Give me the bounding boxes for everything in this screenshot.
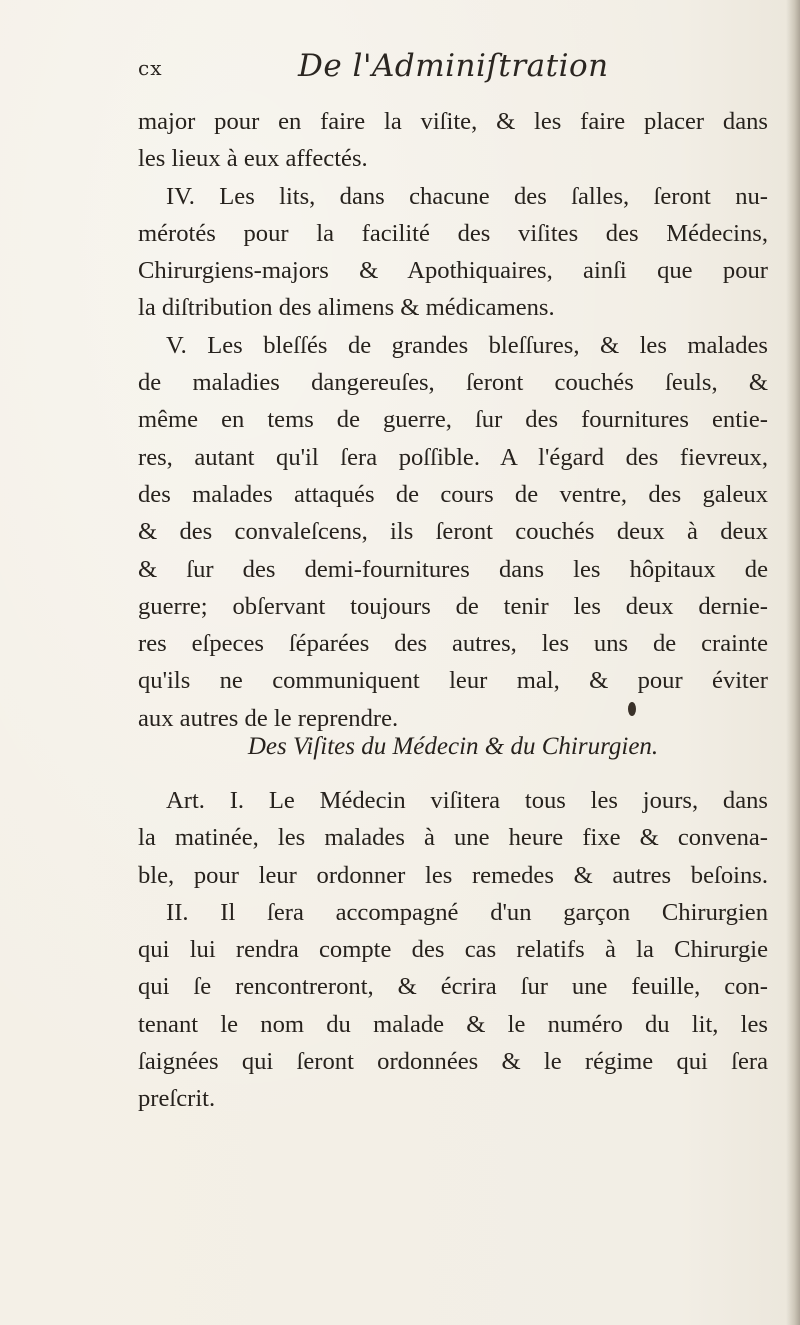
text-line: Chirurgiens-majors & Apothiquaires, ainſi que pour bbox=[138, 257, 768, 285]
text-line: qui ſe rencontreront, & écrira ſur une feuille, con- bbox=[138, 973, 768, 1001]
article-v-line: V. Les bleſſés de grandes bleſſures, & les malades bbox=[166, 331, 768, 359]
text-line: la diſtribution des alimens & médicamens. bbox=[138, 294, 555, 322]
text-line: & des convaleſcens, ils ſeront couchés deux à deux bbox=[138, 518, 768, 546]
text-line: res eſpeces ſéparées des autres, les uns de crainte bbox=[138, 630, 768, 658]
text-line: mérotés pour la facilité des viſites des Médecins, bbox=[138, 219, 768, 247]
text-line: guerre; obſervant toujours de tenir les deux dernie- bbox=[138, 592, 768, 620]
text-line: tenant le nom du malade & le numéro du lit, les bbox=[138, 1010, 768, 1038]
printer-ornament bbox=[628, 702, 636, 716]
text-line: qu'ils ne communiquent leur mal, & pour éviter bbox=[138, 667, 768, 695]
text-line: & ſur des demi-fournitures dans les hôpitaux de bbox=[138, 555, 768, 583]
text-line: ble, pour leur ordonner les remedes & autres beſoins. bbox=[138, 861, 768, 889]
article-ii-line: II. Il ſera accompagné d'un garçon Chirurgien bbox=[166, 898, 768, 926]
text-line: les lieux à eux affectés. bbox=[138, 145, 368, 173]
text-line: de maladies dangereuſes, ſeront couchés ſeuls, & bbox=[138, 369, 768, 397]
text-line: qui lui rendra compte des cas relatifs à la Chirurgie bbox=[138, 936, 768, 964]
body-text-section-1 bbox=[138, 103, 768, 737]
text-line: ſaignées qui ſeront ordonnées & le régime qui ſera bbox=[138, 1048, 768, 1076]
page-header bbox=[138, 48, 758, 98]
text-line: aux autres de le reprendre. bbox=[138, 704, 399, 732]
text-line: major pour en faire la viſite, & les faire placer dans bbox=[138, 108, 768, 135]
text-line: même en tems de guerre, ſur des fournitures entie- bbox=[138, 406, 768, 434]
page-number: cx bbox=[138, 56, 163, 80]
running-title: De l'Adminiſtration bbox=[298, 48, 609, 84]
article-iv-line: IV. Les lits, dans chacune des ſalles, ſeront nu- bbox=[166, 182, 768, 210]
text-line: la matinée, les malades à une heure fixe & convena- bbox=[138, 824, 768, 852]
text-line: res, autant qu'il ſera poſſible. A l'égard des fievreux, bbox=[138, 443, 768, 471]
article-i-line: Art. I. Le Médecin viſitera tous les jours, dans bbox=[166, 787, 768, 814]
text-line: preſcrit. bbox=[138, 1085, 216, 1113]
text-line: des malades attaqués de cours de ventre, des galeux bbox=[138, 480, 768, 508]
body-text-section-2 bbox=[138, 782, 768, 1118]
page-edge-shadow bbox=[786, 0, 800, 1325]
section-heading: Des Viſites du Médecin & du Chirurgien. bbox=[247, 733, 659, 760]
